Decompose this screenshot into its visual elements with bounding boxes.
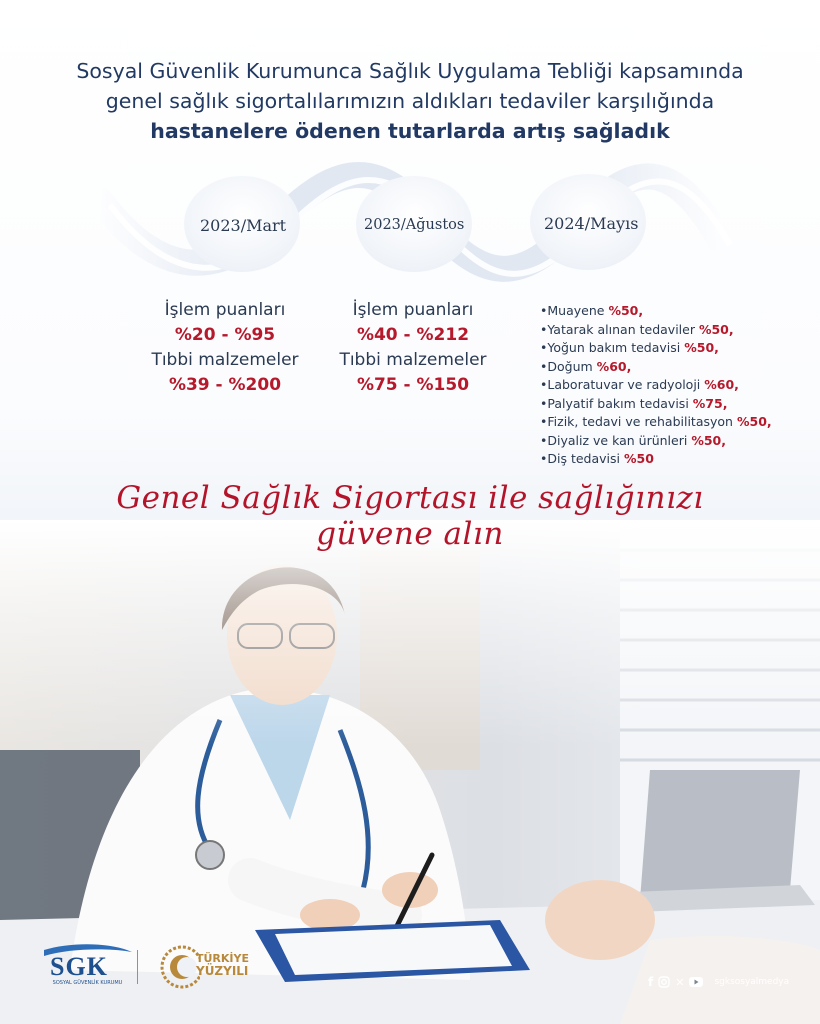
- period-1-label-islem: İşlem puanları: [164, 300, 286, 320]
- youtube-icon[interactable]: [689, 977, 703, 987]
- list-item: • Diş tedavisi %50: [540, 450, 772, 469]
- turkiye-text-line-2: YÜZYILI: [196, 964, 249, 978]
- facebook-icon[interactable]: f: [648, 975, 654, 989]
- x-icon[interactable]: ✕: [675, 975, 685, 989]
- list-item: • Diyaliz ve kan ürünleri %50,: [540, 432, 772, 451]
- list-item: • Muayene %50,: [540, 302, 772, 321]
- list-item: • Yatarak alınan tedaviler %50,: [540, 321, 772, 340]
- sgk-logo-text: SGK: [50, 952, 108, 981]
- period-label-2023-mart: 2023/Mart: [200, 216, 287, 235]
- period-label-2023-agustos: 2023/Ağustos: [364, 217, 465, 233]
- turkiye-crescent-icon: [160, 942, 200, 992]
- headline-line-2: genel sağlık sigortalılarımızın aldıkları tedaviler karşılığında: [105, 89, 715, 113]
- period-2-label-islem: İşlem puanları: [352, 300, 474, 320]
- period-1-value-islem: %20 - %95: [174, 325, 276, 345]
- social-media-bar: [648, 975, 789, 989]
- list-item: • Doğum %60,: [540, 358, 772, 377]
- list-item: • Yoğun bakım tedavisi %50,: [540, 339, 772, 358]
- list-item: • Laboratuvar ve radyoloji %60,: [540, 376, 772, 395]
- period-2-value-malzeme: %75 - %150: [356, 375, 470, 395]
- period-1-details: [140, 298, 310, 398]
- social-handle[interactable]: sgksosyalmedya: [714, 977, 790, 987]
- sgk-logo-subtitle: SOSYAL GÜVENLİK KURUMU: [52, 980, 123, 986]
- list-item: • Fizik, tedavi ve rehabilitasyon %50,: [540, 413, 772, 432]
- logo-divider: [137, 950, 138, 984]
- headline: [20, 56, 800, 146]
- period-label-2024-mayis: 2024/Mayıs: [544, 214, 639, 233]
- slogan: Genel Sağlık Sigortası ile sağlığınızı güvene alın: [116, 480, 704, 552]
- turkiye-text-line-1: TÜRKİYE: [196, 952, 250, 965]
- period-3-list: [540, 302, 772, 469]
- period-2-label-malzeme: Tıbbi malzemeler: [339, 350, 487, 370]
- sgk-logo: [40, 942, 135, 992]
- headline-line-3: hastanelere ödenen tutarlarda artış sağladık: [150, 119, 670, 143]
- headline-line-1: Sosyal Güvenlik Kurumunca Sağlık Uygulama Tebliği kapsamında: [76, 59, 744, 83]
- list-item: • Palyatif bakım tedavisi %75,: [540, 395, 772, 414]
- instagram-icon[interactable]: [658, 976, 670, 988]
- period-2-details: [328, 298, 498, 398]
- period-1-value-malzeme: %39 - %200: [168, 375, 282, 395]
- period-2-value-islem: %40 - %212: [356, 325, 470, 345]
- turkiye-yuzyili-logo: [158, 940, 248, 994]
- period-1-label-malzeme: Tıbbi malzemeler: [151, 350, 299, 370]
